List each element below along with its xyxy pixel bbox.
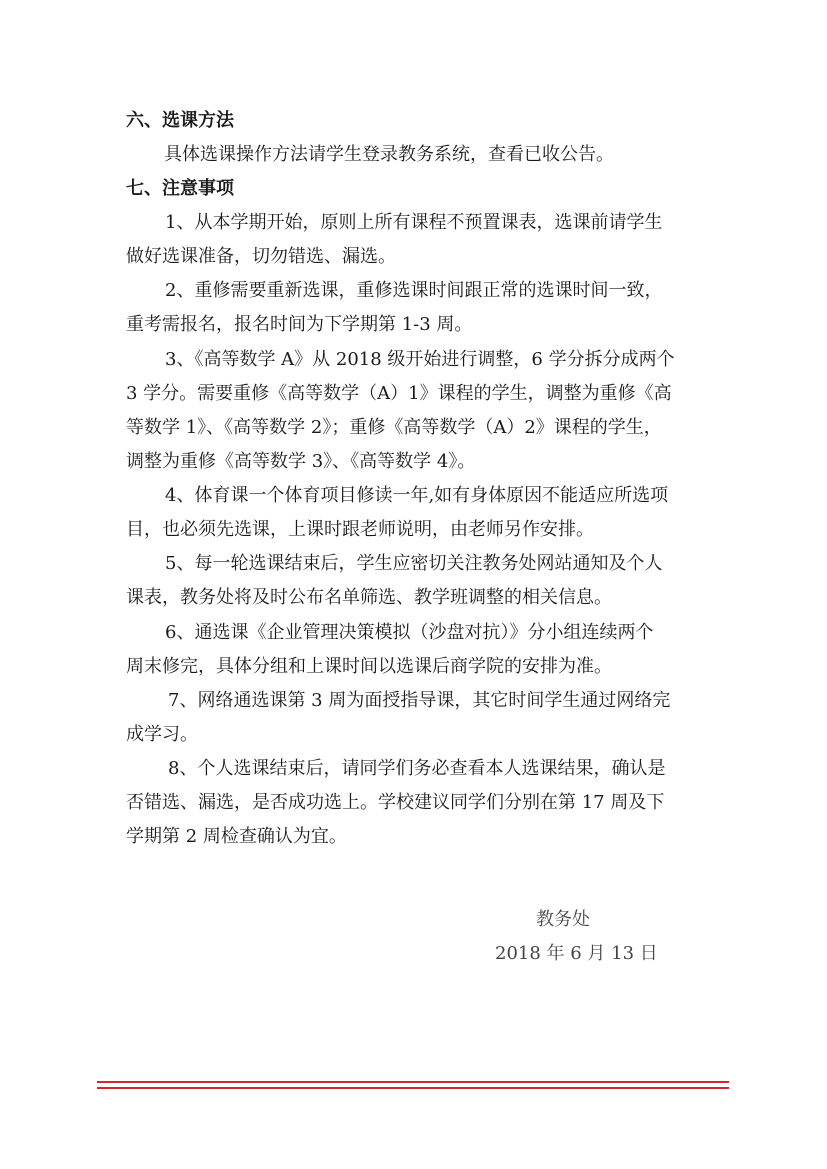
notice-item-8-line-2: 否错选、漏选，是否成功选上。学校建议同学们分别在第 17 周及下 <box>126 792 665 813</box>
notice-item-7-line-2: 成学习。 <box>126 724 198 745</box>
section6-heading: 六、选课方法 <box>126 110 234 131</box>
notice-item-4-line-2: 目，也必须先选课，上课时跟老师说明，由老师另作安排。 <box>126 519 594 540</box>
footer-rule-bottom <box>97 1087 729 1089</box>
notice-item-3-line-1: 3、《高等数学 A》从 2018 级开始进行调整，6 学分拆分成两个 <box>165 349 675 370</box>
notice-item-6-line-2: 周末修完，具体分组和上课时间以选课后商学院的安排为准。 <box>126 656 612 677</box>
notice-item-6-line-1: 6、通选课《企业管理决策模拟（沙盘对抗）》分小组连续两个 <box>165 622 654 643</box>
notice-item-3-line-4: 调整为重修《高等数学 3》、《高等数学 4》。 <box>126 451 476 472</box>
section7-heading: 七、注意事项 <box>126 178 234 199</box>
issue-date: 2018 年 6 月 13 日 <box>495 943 658 964</box>
notice-item-1-line-1: 1、从本学期开始，原则上所有课程不预置课表，选课前请学生 <box>165 212 663 233</box>
footer-rule-top <box>97 1081 729 1083</box>
notice-item-2-line-1: 2、重修需要重新选课，重修选课时间跟正常的选课时间一致， <box>165 280 663 301</box>
section6-body: 具体选课操作方法请学生登录教务系统，查看已收公告。 <box>164 144 614 165</box>
notice-item-1-line-2: 做好选课准备，切勿错选、漏选。 <box>126 246 396 267</box>
notice-item-5-line-2: 课表，教务处将及时公布名单筛选、教学班调整的相关信息。 <box>126 587 612 608</box>
notice-item-8-line-1: 8、个人选课结束后，请同学们务必查看本人选课结果，确认是 <box>168 758 666 779</box>
notice-item-3-line-2: 3 学分。需要重修《高等数学（A）1》课程的学生，调整为重修《高 <box>126 383 672 404</box>
notice-item-2-line-2: 重考需报名，报名时间为下学期第 1-3 周。 <box>126 314 473 335</box>
notice-item-4-line-1: 4、体育课一个体育项目修读一年,如有身体原因不能适应所选项 <box>165 485 669 506</box>
notice-item-8-line-3: 学期第 2 周检查确认为宜。 <box>126 826 347 847</box>
notice-item-7-line-1: 7、网络通选课第 3 周为面授指导课，其它时间学生通过网络完 <box>168 690 671 711</box>
notice-item-3-line-3: 等数学 1》、《高等数学 2》；重修《高等数学（A）2》课程的学生， <box>126 417 662 438</box>
issuing-office: 教务处 <box>536 909 590 930</box>
notice-item-5-line-1: 5、每一轮选课结束后，学生应密切关注教务处网站通知及个人 <box>165 553 663 574</box>
